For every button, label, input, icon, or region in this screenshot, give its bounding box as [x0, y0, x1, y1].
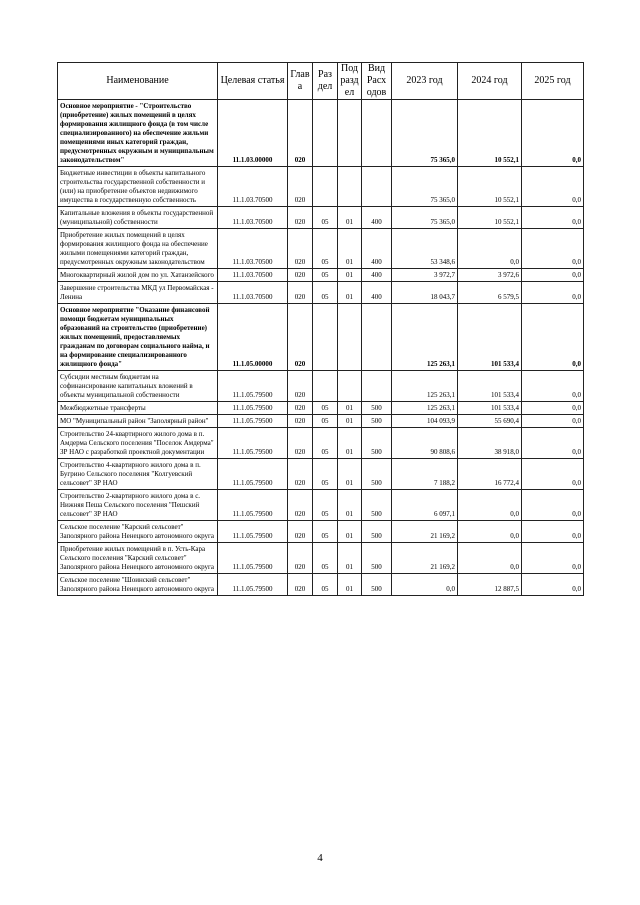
header-target-article: Целевая статья [218, 63, 288, 100]
cell-name: Сельское поселение "Шоинский сельсовет" Заполярного района Ненецкого автономного округа [58, 574, 218, 596]
cell-target-article: 11.1.03.00000 [218, 100, 288, 167]
cell-amount-2025: 0,0 [522, 207, 584, 229]
cell-glava: 020 [288, 229, 313, 269]
cell-vid-raskhodov [362, 304, 392, 371]
cell-amount-2025: 0,0 [522, 428, 584, 459]
cell-amount-2024: 10 552,1 [458, 207, 522, 229]
cell-amount-2025: 0,0 [522, 490, 584, 521]
cell-amount-2025: 0,0 [522, 304, 584, 371]
cell-amount-2025: 0,0 [522, 371, 584, 402]
cell-target-article: 11.1.03.70500 [218, 269, 288, 282]
cell-razdel: 05 [313, 415, 338, 428]
table-row [58, 282, 584, 304]
cell-amount-2025: 0,0 [522, 229, 584, 269]
header-glava: Глав а [288, 63, 313, 100]
cell-podrazdel: 01 [338, 207, 362, 229]
cell-name: Приобретение жилых помещений в п. Усть-Кара Сельского поселения "Карский сельсовет" Заполярного района Ненецкого автономного округа [58, 543, 218, 574]
cell-razdel [313, 100, 338, 167]
cell-amount-2023: 0,0 [392, 574, 458, 596]
table-body [58, 100, 584, 596]
cell-vid-raskhodov: 500 [362, 543, 392, 574]
cell-amount-2023: 75 365,0 [392, 100, 458, 167]
cell-vid-raskhodov: 500 [362, 574, 392, 596]
cell-amount-2025: 0,0 [522, 574, 584, 596]
cell-glava: 020 [288, 269, 313, 282]
cell-amount-2024: 0,0 [458, 543, 522, 574]
cell-podrazdel: 01 [338, 402, 362, 415]
cell-glava: 020 [288, 459, 313, 490]
cell-vid-raskhodov [362, 167, 392, 207]
cell-podrazdel: 01 [338, 543, 362, 574]
cell-razdel: 05 [313, 574, 338, 596]
table-header-row [58, 63, 584, 100]
cell-glava: 020 [288, 100, 313, 167]
cell-glava: 020 [288, 543, 313, 574]
cell-vid-raskhodov: 400 [362, 282, 392, 304]
cell-glava: 020 [288, 428, 313, 459]
cell-target-article: 11.1.05.79500 [218, 415, 288, 428]
cell-vid-raskhodov: 500 [362, 402, 392, 415]
cell-amount-2025: 0,0 [522, 167, 584, 207]
cell-amount-2023: 125 263,1 [392, 304, 458, 371]
cell-razdel: 05 [313, 543, 338, 574]
cell-amount-2023: 3 972,7 [392, 269, 458, 282]
cell-amount-2025: 0,0 [522, 521, 584, 543]
header-podrazdel: Под разд ел [338, 63, 362, 100]
cell-glava: 020 [288, 402, 313, 415]
cell-razdel [313, 304, 338, 371]
cell-name: Приобретение жилых помещений в целях формирования жилищного фонда на обеспечение жилыми помещениями категорий граждан, предусмотренных окружным законодательством [58, 229, 218, 269]
table-row [58, 304, 584, 371]
cell-amount-2024: 0,0 [458, 229, 522, 269]
cell-glava: 020 [288, 282, 313, 304]
table-row [58, 428, 584, 459]
cell-glava: 020 [288, 574, 313, 596]
cell-glava: 020 [288, 415, 313, 428]
cell-podrazdel: 01 [338, 459, 362, 490]
table-row [58, 415, 584, 428]
cell-amount-2025: 0,0 [522, 415, 584, 428]
cell-target-article: 11.1.05.79500 [218, 574, 288, 596]
cell-amount-2024: 101 533,4 [458, 304, 522, 371]
cell-amount-2025: 0,0 [522, 282, 584, 304]
cell-podrazdel: 01 [338, 521, 362, 543]
table-row [58, 490, 584, 521]
page-number: 4 [317, 852, 323, 864]
cell-amount-2024: 101 533,4 [458, 402, 522, 415]
cell-name: Завершение строительства МКД ул Первомайская - Ленина [58, 282, 218, 304]
cell-razdel: 05 [313, 402, 338, 415]
cell-target-article: 11.1.03.70500 [218, 282, 288, 304]
cell-name: МО "Муниципальный район "Заполярный район" [58, 415, 218, 428]
cell-name: Межбюджетные трансферты [58, 402, 218, 415]
cell-amount-2023: 7 188,2 [392, 459, 458, 490]
cell-amount-2024: 16 772,4 [458, 459, 522, 490]
cell-amount-2025: 0,0 [522, 543, 584, 574]
table-row [58, 371, 584, 402]
cell-name: Бюджетные инвестиции в объекты капитального строительства государственной собственности и (или) на приобретение объектов недвижимого имущества в государственную собственность [58, 167, 218, 207]
table-row [58, 574, 584, 596]
cell-amount-2024: 12 887,5 [458, 574, 522, 596]
cell-podrazdel: 01 [338, 428, 362, 459]
cell-amount-2023: 75 365,0 [392, 207, 458, 229]
cell-vid-raskhodov: 500 [362, 415, 392, 428]
cell-vid-raskhodov: 400 [362, 269, 392, 282]
cell-amount-2025: 0,0 [522, 100, 584, 167]
cell-amount-2023: 125 263,1 [392, 371, 458, 402]
cell-podrazdel [338, 371, 362, 402]
cell-amount-2023: 21 169,2 [392, 521, 458, 543]
header-vid-raskhodov: Вид Расх одов [362, 63, 392, 100]
cell-amount-2024: 3 972,6 [458, 269, 522, 282]
cell-name: Строительство 24-квартирного жилого дома в п. Амдерма Сельского поселения "Поселок Амдерма" ЗР НАО с разработкой проектной документации [58, 428, 218, 459]
cell-target-article: 11.1.03.70500 [218, 207, 288, 229]
cell-target-article: 11.1.03.70500 [218, 229, 288, 269]
header-year-2023: 2023 год [392, 63, 458, 100]
cell-glava: 020 [288, 207, 313, 229]
cell-vid-raskhodov: 400 [362, 229, 392, 269]
cell-amount-2023: 75 365,0 [392, 167, 458, 207]
cell-podrazdel: 01 [338, 269, 362, 282]
cell-amount-2023: 125 263,1 [392, 402, 458, 415]
cell-vid-raskhodov: 500 [362, 521, 392, 543]
header-name: Наименование [58, 63, 218, 100]
cell-razdel: 05 [313, 459, 338, 490]
cell-razdel: 05 [313, 521, 338, 543]
cell-vid-raskhodov: 500 [362, 490, 392, 521]
cell-name: Строительство 2-квартирного жилого дома в с. Нижняя Пеша Сельского поселения "Пешский сельсовет" ЗР НАО [58, 490, 218, 521]
table-row [58, 167, 584, 207]
cell-amount-2024: 55 690,4 [458, 415, 522, 428]
table-row [58, 543, 584, 574]
cell-amount-2023: 90 808,6 [392, 428, 458, 459]
cell-razdel: 05 [313, 282, 338, 304]
cell-razdel: 05 [313, 207, 338, 229]
cell-razdel: 05 [313, 428, 338, 459]
cell-podrazdel: 01 [338, 415, 362, 428]
cell-podrazdel: 01 [338, 229, 362, 269]
cell-amount-2023: 53 348,6 [392, 229, 458, 269]
cell-amount-2024: 10 552,1 [458, 167, 522, 207]
cell-podrazdel: 01 [338, 490, 362, 521]
header-razdel: Раз дел [313, 63, 338, 100]
table-row [58, 521, 584, 543]
table-row [58, 100, 584, 167]
cell-glava: 020 [288, 371, 313, 402]
cell-vid-raskhodov [362, 100, 392, 167]
table-row [58, 459, 584, 490]
cell-target-article: 11.1.05.79500 [218, 371, 288, 402]
cell-glava: 020 [288, 521, 313, 543]
cell-amount-2023: 21 169,2 [392, 543, 458, 574]
table-row [58, 229, 584, 269]
cell-amount-2024: 10 552,1 [458, 100, 522, 167]
cell-amount-2024: 38 918,0 [458, 428, 522, 459]
cell-vid-raskhodov: 500 [362, 428, 392, 459]
header-year-2025: 2025 год [522, 63, 584, 100]
cell-name: Основное мероприятие - "Строительство (приобретение) жилых помещений в целях формирования жилищного фонда (в том числе специализированного) на обеспечение жильми помещениями иных категорий граждан, предусмотренных окружным и муниципальным законодательством" [58, 100, 218, 167]
cell-target-article: 11.1.05.79500 [218, 490, 288, 521]
cell-name: Субсидии местным бюджетам на софинансирование капитальных вложений в объекты муниципальной собственности [58, 371, 218, 402]
cell-target-article: 11.1.05.79500 [218, 543, 288, 574]
cell-target-article: 11.1.05.00000 [218, 304, 288, 371]
cell-name: Строительство 4-квартирного жилого дома в п. Бугрино Сельского поселения "Колгуевский сельсовет" ЗР НАО [58, 459, 218, 490]
cell-glava: 020 [288, 304, 313, 371]
table-row [58, 269, 584, 282]
cell-amount-2024: 101 533,4 [458, 371, 522, 402]
cell-podrazdel: 01 [338, 282, 362, 304]
cell-razdel [313, 371, 338, 402]
cell-glava: 020 [288, 490, 313, 521]
cell-glava: 020 [288, 167, 313, 207]
cell-vid-raskhodov: 400 [362, 207, 392, 229]
cell-name: Многоквартирный жилой дом по ул. Хатанзейского [58, 269, 218, 282]
cell-podrazdel [338, 167, 362, 207]
cell-amount-2023: 18 043,7 [392, 282, 458, 304]
cell-razdel: 05 [313, 229, 338, 269]
cell-target-article: 11.1.05.79500 [218, 521, 288, 543]
cell-razdel: 05 [313, 269, 338, 282]
cell-amount-2024: 0,0 [458, 521, 522, 543]
cell-amount-2024: 0,0 [458, 490, 522, 521]
cell-podrazdel [338, 100, 362, 167]
table-row [58, 207, 584, 229]
header-year-2024: 2024 год [458, 63, 522, 100]
cell-amount-2023: 6 097,1 [392, 490, 458, 521]
cell-razdel [313, 167, 338, 207]
cell-razdel: 05 [313, 490, 338, 521]
cell-amount-2024: 6 579,5 [458, 282, 522, 304]
cell-target-article: 11.1.05.79500 [218, 428, 288, 459]
cell-amount-2025: 0,0 [522, 402, 584, 415]
cell-amount-2023: 104 093,9 [392, 415, 458, 428]
cell-name: Сельское поселение "Карский сельсовет" Заполярного района Ненецкого автономного округа [58, 521, 218, 543]
cell-amount-2025: 0,0 [522, 459, 584, 490]
cell-podrazdel: 01 [338, 574, 362, 596]
budget-table [57, 62, 584, 596]
cell-target-article: 11.1.05.79500 [218, 402, 288, 415]
cell-amount-2025: 0,0 [522, 269, 584, 282]
cell-target-article: 11.1.05.79500 [218, 459, 288, 490]
cell-podrazdel [338, 304, 362, 371]
cell-name: Основное мероприятие "Оказание финансовой помощи бюджетам муниципальных образований на строительство (приобретение) жилых помещений, предоставляемых гражданам по договорам социального найма, и на формирование специализированного жилищного фонда" [58, 304, 218, 371]
table-row [58, 402, 584, 415]
cell-target-article: 11.1.03.70500 [218, 167, 288, 207]
cell-vid-raskhodov: 500 [362, 459, 392, 490]
cell-vid-raskhodov [362, 371, 392, 402]
cell-name: Капитальные вложения в объекты государственной (муниципальной) собственности [58, 207, 218, 229]
